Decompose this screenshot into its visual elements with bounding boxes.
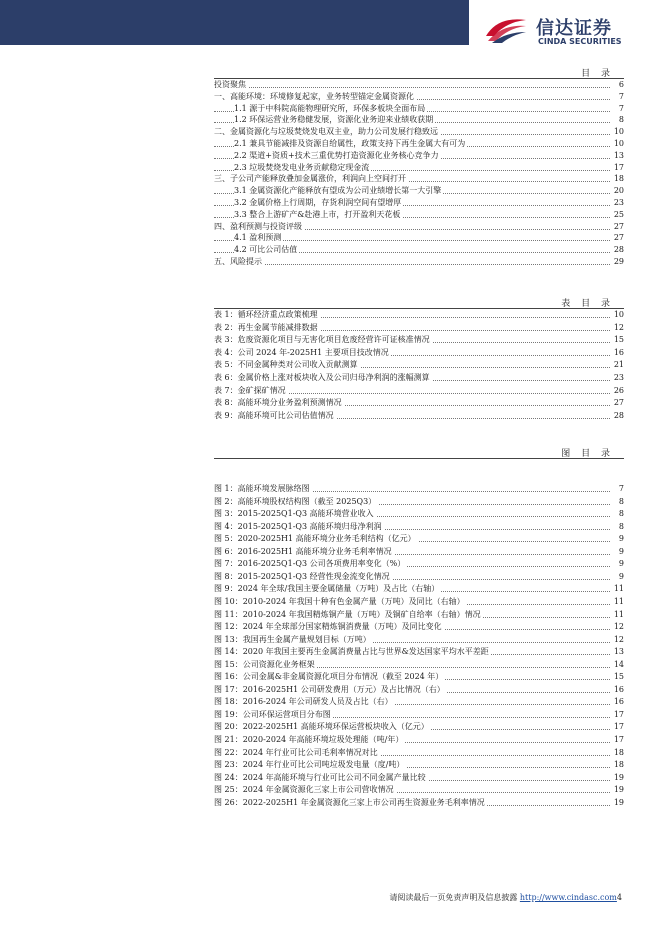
toc-entry-label: 图 25：2024 年金属资源化三家上市公司营收情况 [214,785,394,795]
figures-toc-divider [214,458,624,459]
logo-english-text: CINDA SECURITIES [538,37,622,46]
toc-entry[interactable] [214,162,624,174]
toc-entry-label: 三、子公司产能释放叠加金属涨价，利润向上空间打开 [214,174,406,184]
toc-entry-page: 18 [613,760,624,770]
toc-entry-label: 表 9：高能环境可比公司估值情况 [214,410,334,420]
toc-entry-page: 16 [613,347,624,357]
toc-entry-page: 17 [613,722,624,732]
logo-swoosh-icon [484,14,528,44]
toc-entry[interactable] [214,114,624,126]
toc-entry-label: 图 12：2024 年全球部分国家精炼铜消费量（万吨）及同比变化 [214,622,442,632]
logo-chinese-text: 信达证券 [536,18,612,39]
toc-entry-label: 2.3 垃圾焚烧发电业务贡献稳定现金流 [234,162,370,172]
toc-entry-page: 11 [613,596,624,606]
toc-entry-page: 14 [613,659,624,669]
toc-entry-page: 10 [613,127,624,137]
toc-entry-page: 15 [613,672,624,682]
toc-entry-label: 图 21：2020-2024 年高能环境垃圾处理能（吨/年） [214,735,404,744]
toc-entry-label: 表 4：公司 2024 年-2025H1 主要项目技改情况 [214,347,389,357]
toc-entry-page: 28 [613,410,624,420]
toc-entry[interactable] [214,634,624,646]
toc-entry-label: 4.1 盈利预测 [234,233,282,243]
toc-entry-page: 9 [618,546,624,556]
toc-entry[interactable] [214,521,624,533]
toc-entry-label: 2.1 兼具节能减排及资源自给属性，政策支持下再生金属大有可为 [234,139,466,148]
toc-entry-page: 10 [613,310,624,319]
toc-entry-label: 图 23：2024 年行业可比公司吨垃圾发电量（度/吨） [214,760,405,770]
toc-entry-page: 29 [613,257,624,266]
figures-toc-title: 图 目 录 [561,449,614,459]
toc-entry-page: 6 [618,80,624,89]
toc-entry[interactable] [214,197,624,209]
toc-entry-label: 图 22：2024 年行业可比公司毛利率情况对比 [214,747,378,757]
toc-entry-label: 图 8：2015-2025Q1-Q3 经营性现金流变化情况 [214,571,390,581]
toc-entry-page: 26 [613,385,624,395]
toc-entry-page: 18 [613,747,624,757]
leader-dots [214,264,610,265]
toc-entry-page: 8 [618,509,624,519]
toc-entry-page: 9 [618,571,624,581]
toc-entry[interactable] [214,583,624,595]
toc-entry[interactable] [214,546,624,558]
toc-entry-label: 图 4：2015-2025Q1-Q3 高能环境归母净利润 [214,521,382,531]
toc-entry-page: 9 [618,559,624,569]
toc-entry-page: 27 [613,398,624,408]
toc-entry-page: 19 [613,797,624,807]
toc-entry-page: 12 [613,634,624,644]
leader-dots [214,87,610,88]
toc-entry-label: 表 2：再生金属节能减排数据 [214,322,318,332]
toc-entry[interactable] [214,621,624,633]
toc-entry[interactable] [214,410,624,422]
toc-entry[interactable] [214,684,624,696]
toc-entry-page: 7 [618,91,624,101]
toc-entry-label: 四、盈利预测与投资评级 [214,221,302,231]
toc-entry-label: 图 11：2010-2024 年我国精炼铜产量（万吨）及铜矿自给率（右轴）情况 [214,609,481,619]
toc-entry[interactable] [214,397,624,409]
toc-entry-label: 表 3：危废资源化项目与无害化项目危废经营许可证核准情况 [214,335,430,345]
toc-entry-label: 图 10：2010-2024 年我国十种有色金属产量（万吨）及同比（右轴） [214,596,465,606]
toc-entry[interactable] [214,721,624,733]
toc-entry-page: 13 [613,647,624,657]
toc-entry-label: 1.1 源于中科院高能物理研究所，环保多板块全面布局 [234,103,426,113]
toc-entry-label: 图 6：2016-2025H1 高能环境分业务毛利率情况 [214,546,392,556]
toc-entry-label: 2.2 渠道+资质+技术三重优势打造资源化业务核心竞争力 [234,150,439,160]
toc-entry[interactable] [214,784,624,796]
toc-entry-page: 10 [613,139,624,148]
toc-entry[interactable] [214,609,624,621]
toc-entry[interactable] [214,256,624,268]
toc-entry-label: 3.2 金属价格上行周期，存货利润空间有望增厚 [234,198,402,207]
toc-entry[interactable] [214,747,624,759]
toc-entry-page: 27 [613,221,624,231]
toc-entry-label: 投资聚焦 [214,80,246,89]
toc-entry[interactable] [214,709,624,721]
toc-entry[interactable] [214,596,624,608]
brand-logo [484,14,654,48]
toc-entry[interactable] [214,126,624,138]
toc-entry-label: 图 20：2022-2025H1 高能环境环保运营板块收入（亿元） [214,722,429,732]
toc-entry-page: 12 [613,322,624,332]
toc-entry-label: 二、金属资源化与垃圾焚烧发电双主业，助力公司发展行稳致远 [214,127,438,137]
toc-entry-label: 3.1 金属资源化产能释放有望成为公司业绩增长第一大引擎 [234,186,442,196]
toc-entry-page: 19 [613,772,624,782]
toc-entry-label: 图 24：2024 年高能环境与行业可比公司不同金属产量比较 [214,772,426,782]
toc-entry-page: 16 [613,684,624,694]
toc-entry-page: 9 [618,534,624,544]
toc-entry-label: 图 18：2016-2024 年公司研发人员及占比（右） [214,697,393,707]
toc-entry-page: 17 [613,735,624,744]
toc-entry-label: 图 15：公司资源化业务框架 [214,659,315,669]
toc-entry-label: 图 7：2016-2025Q1-Q3 公司各项费用率变化（%） [214,559,406,569]
toc-entry[interactable] [214,696,624,708]
toc-entry-page: 11 [613,584,624,594]
toc-entry-label: 图 9：2024 年全球/我国主要金属储量（万吨）及占比（右轴） [214,584,440,594]
toc-entry-page: 17 [613,709,624,719]
toc-entry-page: 13 [613,150,624,160]
toc-entry[interactable] [214,659,624,671]
toc-entry-label: 图 19：公司环保运营项目分布图 [214,709,331,719]
toc-entry-page: 15 [613,335,624,345]
toc-entry-label: 表 1：循环经济重点政策梳理 [214,310,318,319]
toc-entry-page: 11 [613,609,624,619]
toc-entry-label: 表 6：金属价格上涨对板块收入及公司归母净利润的涨幅测算 [214,373,430,382]
toc-entry[interactable] [214,533,624,545]
toc-entry[interactable] [214,244,624,256]
toc-entry-page: 28 [613,245,624,255]
toc-entry-page: 23 [613,373,624,382]
toc-entry[interactable] [214,508,624,520]
toc-entry[interactable] [214,322,624,334]
toc-entry-label: 3.3 整合上游矿产&赴港上市，打开盈利天花板 [234,209,401,219]
toc-entry[interactable] [214,138,624,150]
toc-entry[interactable] [214,671,624,683]
toc-entry[interactable] [214,797,624,809]
toc-entry-label: 4.2 可比公司估值 [234,245,298,255]
toc-entry-label: 图 14：2020 年我国主要再生金属消费量占比与世界&发达国家平均水平差距 [214,647,489,657]
toc-entry[interactable] [214,221,624,233]
toc-entry-page: 7 [618,103,624,113]
toc-entry-label: 图 13：我国再生金属产量规划目标（万吨） [214,634,371,644]
toc-entry[interactable] [214,347,624,359]
tables-toc-title: 表 目 录 [561,299,614,309]
toc-entry-page: 20 [613,186,624,196]
toc-entry-label: 图 26：2022-2025H1 年金属资源化三家上市公司再生资源业务毛利率情况 [214,797,485,807]
toc-entry[interactable] [214,646,624,658]
toc-entry-label: 一、高能环境：环境修复起家，业务转型锚定金属资源化 [214,91,414,101]
toc-entry[interactable] [214,309,624,321]
toc-entry[interactable] [214,79,624,91]
toc-entry[interactable] [214,103,624,115]
toc-entry-page: 21 [613,360,624,370]
toc-entry[interactable] [214,759,624,771]
toc-entry-page: 7 [618,484,624,493]
toc-entry[interactable] [214,334,624,346]
toc-entry[interactable] [214,571,624,583]
toc-entry-label: 图 16：公司金属&非金属资源化项目分布情况（截至 2024 年） [214,672,444,682]
toc-entry-page: 25 [613,209,624,219]
toc-entry-label: 图 3：2015-2025Q1-Q3 高能环境营业收入 [214,509,374,519]
toc-entry-label: 表 5：不同金属种类对公司收入贡献测算 [214,360,358,370]
header-banner [0,0,469,45]
toc-entry-label: 1.2 环保运营业务稳健发展，资源化业务迎来业绩收获期 [234,115,434,125]
toc-entry[interactable] [214,496,624,508]
footer-link[interactable]: http://www.cindasc.com [519,893,617,902]
toc-entry[interactable] [214,150,624,162]
toc-entry[interactable] [214,232,624,244]
toc-entry-page: 19 [613,785,624,795]
toc-entry[interactable] [214,359,624,371]
footer-disclaimer: 请阅读最后一页免责声明及信息披露 [389,893,518,902]
toc-entry-label: 图 1：高能环境发展脉络图 [214,484,310,493]
toc-entry[interactable] [214,372,624,384]
toc-entry[interactable] [214,734,624,746]
toc-entry-page: 16 [613,697,624,707]
toc-entry[interactable] [214,385,624,397]
toc-entry-label: 图 5：2020-2025H1 高能环境分业务毛利结构（亿元） [214,534,416,544]
toc-entry-page: 18 [613,174,624,184]
toc-entry[interactable] [214,91,624,103]
toc-entry-label: 表 8：高能环境分业务盈利预测情况 [214,398,342,408]
toc-entry-page: 8 [618,496,624,506]
toc-entry-page: 8 [618,115,624,125]
page-footer [389,892,622,903]
toc-entry[interactable] [214,772,624,784]
toc-entry-page: 17 [613,162,624,172]
toc-entry-label: 表 7：金矿探矿情况 [214,385,286,395]
toc-entry[interactable] [214,558,624,570]
toc-entry[interactable] [214,209,624,221]
toc-entry-label: 五、风险提示 [214,257,262,266]
toc-entry-label: 图 17：2016-2025H1 公司研发费用（万元）及占比情况（右） [214,684,445,694]
toc-entry[interactable] [214,483,624,495]
toc-entry-label: 图 2：高能环境股权结构图（截至 2025Q3） [214,496,377,506]
toc-entry-page: 27 [613,233,624,243]
toc-entry-page: 23 [613,198,624,207]
toc-entry[interactable] [214,185,624,197]
toc-entry[interactable] [214,173,624,185]
toc-entry-page: 12 [613,622,624,632]
toc-entry-page: 8 [618,521,624,531]
page-number: 4 [616,893,622,902]
toc-title: 目 录 [581,69,614,79]
